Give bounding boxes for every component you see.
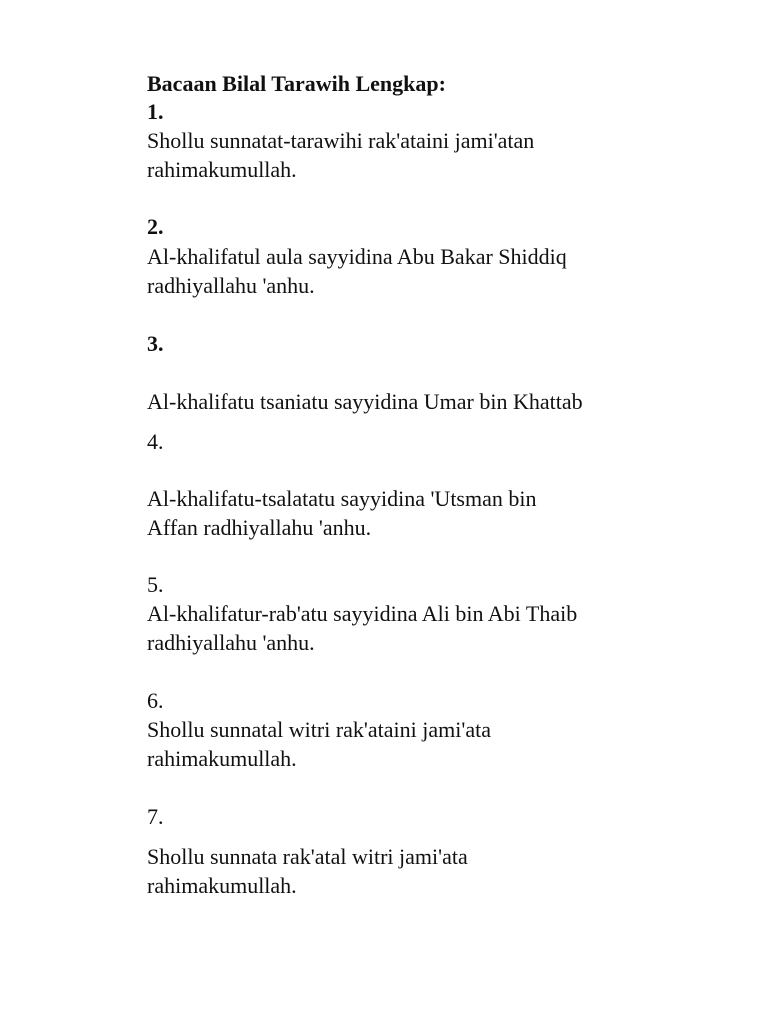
item-7-line-2: rahimakumullah. bbox=[147, 873, 297, 898]
item-4-line-1: Al-khalifatu-tsalatatu sayyidina 'Utsman bin bbox=[147, 486, 537, 511]
item-6-line-1: Shollu sunnatal witri rak'ataini jami'ata bbox=[147, 717, 491, 742]
item-4-number: 4. bbox=[147, 429, 164, 454]
item-3-line-1: Al-khalifatu tsaniatu sayyidina Umar bin Khattab bbox=[147, 389, 583, 414]
item-2-line-2: radhiyallahu 'anhu. bbox=[147, 273, 315, 298]
item-7-line-1: Shollu sunnata rak'atal witri jami'ata bbox=[147, 844, 468, 869]
item-1-line-2: rahimakumullah. bbox=[147, 157, 297, 182]
item-2-number: 2. bbox=[147, 214, 164, 239]
item-1-line-1: Shollu sunnatat-tarawihi rak'ataini jami'atan bbox=[147, 128, 535, 153]
item-3-number: 3. bbox=[147, 331, 164, 356]
document-title: Bacaan Bilal Tarawih Lengkap: bbox=[147, 71, 446, 96]
item-4-line-2: Affan radhiyallahu 'anhu. bbox=[147, 515, 372, 540]
item-5-number: 5. bbox=[147, 572, 164, 597]
item-7-number: 7. bbox=[147, 804, 164, 829]
item-5-line-2: radhiyallahu 'anhu. bbox=[147, 630, 315, 655]
item-6-line-2: rahimakumullah. bbox=[147, 746, 297, 771]
item-5-line-1: Al-khalifatur-rab'atu sayyidina Ali bin Abi Thaib bbox=[147, 601, 578, 626]
item-1-number: 1. bbox=[147, 99, 164, 124]
document-page bbox=[147, 0, 747, 1024]
item-2-line-1: Al-khalifatul aula sayyidina Abu Bakar Shiddiq bbox=[147, 244, 567, 269]
item-6-number: 6. bbox=[147, 688, 164, 713]
